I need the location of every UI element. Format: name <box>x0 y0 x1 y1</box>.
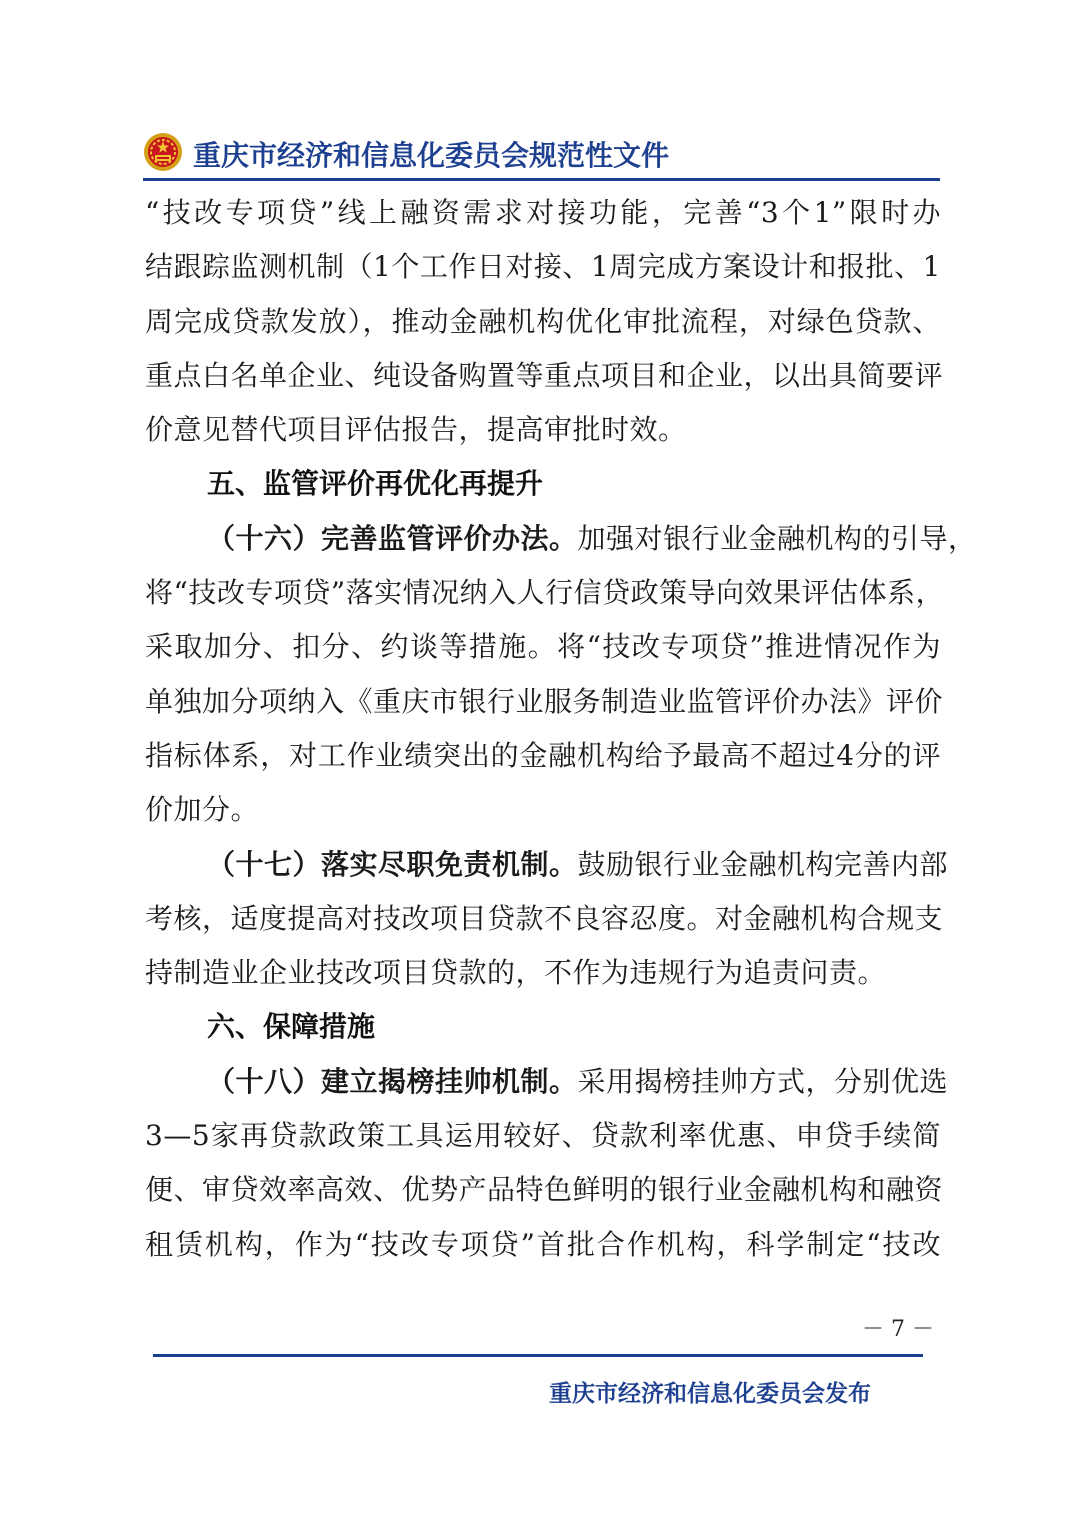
item-lead: （十八）建立揭榜挂帅机制。 <box>207 1064 578 1098</box>
body-line: 租赁机构，作为“技改专项贷”首批合作机构，科学制定“技改 <box>145 1227 941 1261</box>
body-line: 3—5家再贷款政策工具运用较好、贷款利率优惠、申贷手续简 <box>145 1119 941 1153</box>
body-line: 价意见替代项目评估报告，提高审批时效。 <box>145 413 687 447</box>
body-line: 采取加分、扣分、约谈等措施。将“技改专项贷”推进情况作为 <box>145 630 941 664</box>
header-divider <box>143 178 940 181</box>
body-line: 持制造业企业技改项目贷款的，不作为违规行为追责问责。 <box>145 956 887 990</box>
body-line: “技改专项贷”线上融资需求对接功能，完善“3个1”限时办 <box>145 196 941 229</box>
body-line: 指标体系，对工作业绩突出的金融机构给予最高不超过4分的评 <box>145 738 941 772</box>
national-emblem-icon <box>143 132 183 172</box>
item-text: 加强对银行业金融机构的引导， <box>577 521 977 555</box>
document-body <box>145 186 977 1272</box>
body-line: 考核，适度提高对技改项目贷款不良容忍度。对金融机构合规支 <box>145 901 944 935</box>
body-line: 结跟踪监测机制（1个工作日对接、1周完成方案设计和报批、1 <box>145 250 941 284</box>
body-line: 价加分。 <box>145 793 260 827</box>
body-line: 重点白名单企业、纯设备购置等重点项目和企业，以出具简要评 <box>145 358 944 392</box>
item-lead: （十七）落实尽职免责机制。 <box>207 847 578 881</box>
item-lead: （十六）完善监管评价办法。 <box>207 521 578 555</box>
section-heading: 五、监管评价再优化再提升 <box>207 467 544 501</box>
body-line: 单独加分项纳入《重庆市银行业服务制造业监管评价办法》评价 <box>145 684 944 718</box>
body-line: 将“技改专项贷”落实情况纳入人行信贷政策导向效果评估体系， <box>145 576 945 610</box>
header-title: 重庆市经济和信息化委员会规范性文件 <box>193 139 670 172</box>
footer-divider <box>153 1354 923 1357</box>
item-text: 采用揭榜挂帅方式，分别优选 <box>577 1064 949 1098</box>
document-header <box>143 128 943 176</box>
section-heading: 六、保障措施 <box>207 1010 376 1044</box>
item-first-line <box>145 838 949 892</box>
body-line: 周完成贷款发放），推动金融机构优化审批流程，对绿色贷款、 <box>145 304 941 338</box>
footer-publisher: 重庆市经济和信息化委员会发布 <box>549 1381 871 1407</box>
page-number: － 7 － <box>862 1317 934 1342</box>
item-first-line <box>145 1055 949 1109</box>
item-text: 鼓励银行业金融机构完善内部 <box>577 847 949 881</box>
body-line: 便、审贷效率高效、优势产品特色鲜明的银行业金融机构和融资 <box>145 1173 944 1207</box>
item-first-line <box>145 512 977 566</box>
